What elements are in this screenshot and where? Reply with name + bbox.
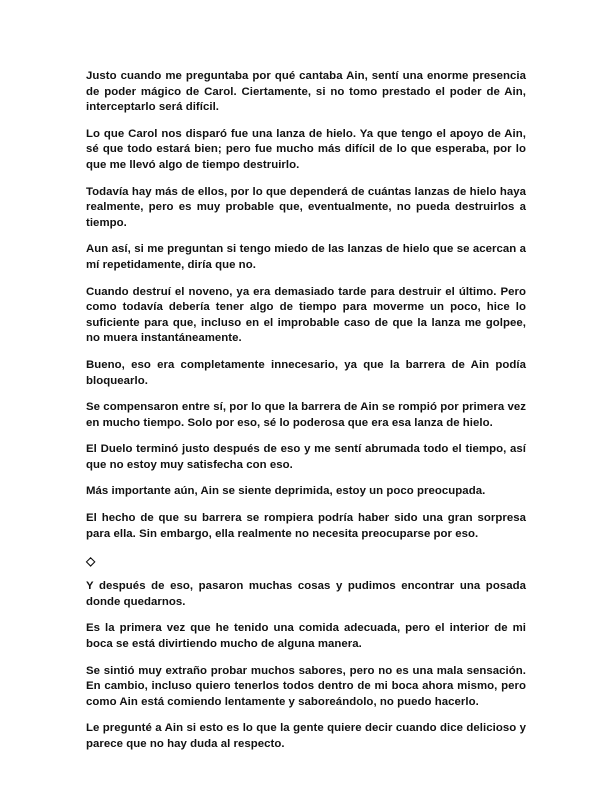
paragraph: Se compensaron entre sí, por lo que la barrera de Ain se rompió por primera vez en mucho tiempo. Solo por eso, sé lo poderosa que era esa lanza de hielo. (86, 401, 526, 429)
paragraph: Cuando destruí el noveno, ya era demasiado tarde para destruir el último. Pero como todavía debería tener algo de tiempo para moverme un poco, hice lo suficiente para que, incluso en el improbable caso de que la lanza me golpee, no muera instantáneamente. (86, 285, 526, 345)
paragraph: Y después de eso, pasaron muchas cosas y pudimos encontrar una posada donde quedarnos. (86, 580, 526, 608)
paragraph: Se sintió muy extraño probar muchos sabores, pero no es una mala sensación. En cambio, incluso quiero tenerlos todos dentro de mi boca ahora mismo, pero como Ain está comiendo lentamente y saboreándolo, no puedo hacerlo. (86, 664, 526, 708)
paragraph: Justo cuando me preguntaba por qué cantaba Ain, sentí una enorme presencia de poder mágico de Carol. Ciertamente, si no tomo prestado el poder de Ain, interceptarlo será difícil. (86, 70, 526, 114)
paragraph: Es la primera vez que he tenido una comida adecuada, pero el interior de mi boca se está divirtiendo mucho de alguna manera. (86, 622, 526, 651)
paragraph: Lo que Carol nos disparó fue una lanza de hielo. Ya que tengo el apoyo de Ain, sé que todo estará bien; pero fue mucho más difícil de lo que esperaba, por lo que me llevó algo de tiempo destruirlo. (86, 127, 526, 171)
paragraph: Aun así, si me preguntan si tengo miedo de las lanzas de hielo que se acercan a mí repetidamente, diría que no. (86, 243, 526, 271)
paragraph: Bueno, eso era completamente innecesario, ya que la barrera de Ain podía bloquearlo. (86, 358, 526, 387)
paragraph: Más importante aún, Ain se siente deprimida, estoy un poco preocupada. (86, 485, 486, 498)
paragraph: Le pregunté a Ain si esto es lo que la gente quiere decir cuando dice delicioso y parece que no hay duda al respecto. (86, 722, 526, 750)
paragraph: Todavía hay más de ellos, por lo que dependerá de cuántas lanzas de hielo haya realmente, pero es muy probable que, eventualmente, no pueda destruirlos a tiempo. (86, 185, 526, 229)
scene-break-diamond-icon: ◇ (86, 554, 96, 569)
paragraph: El Duelo terminó justo después de eso y me sentí abrumada todo el tiempo, así que no estoy muy satisfecha con eso. (86, 443, 526, 471)
paragraph: El hecho de que su barrera se rompiera podría haber sido una gran sorpresa para ella. Sin embargo, ella realmente no necesita preocuparse por eso. (86, 512, 526, 540)
page-body (86, 69, 526, 764)
